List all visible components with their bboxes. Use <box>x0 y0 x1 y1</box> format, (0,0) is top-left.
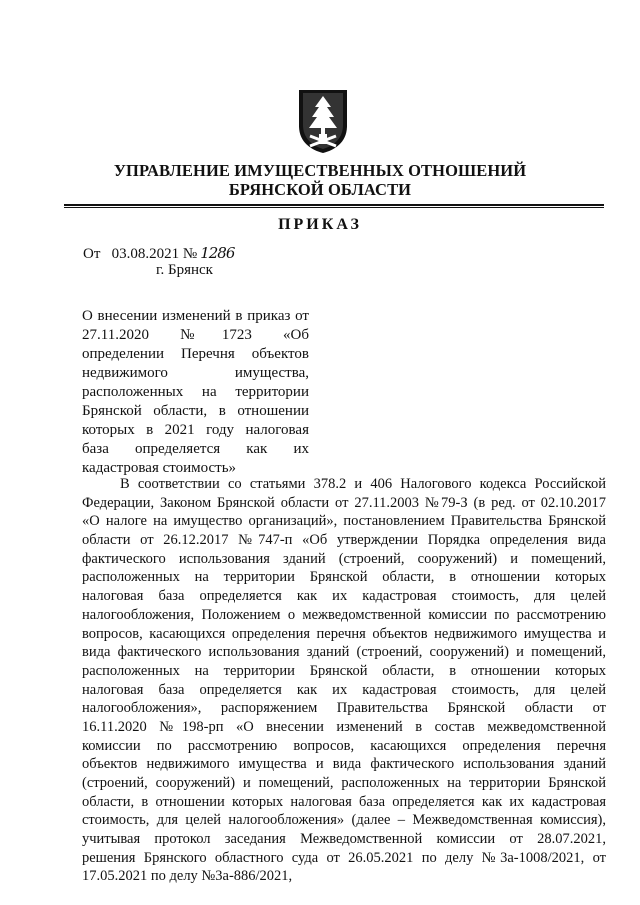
date-number-line <box>83 244 234 263</box>
body-line: учитывая протокол заседания Межведомственной комиссии от 28.07.2021, <box>82 831 606 848</box>
body-line: расположенных на территории Брянской области, в отношении которых <box>82 569 606 586</box>
document-date: 03.08.2021 <box>111 246 180 262</box>
body-line: расположенных на территории Брянской области, в отношении которых <box>82 662 606 679</box>
subject-line: недвижимого имущества, <box>82 365 309 381</box>
document-type-title: ПРИКАЗ <box>278 216 362 233</box>
subject-line: кадастровая стоимость» <box>82 460 237 476</box>
number-sign: № <box>182 246 198 262</box>
body-line: налоговая база определяется как их кадастровая стоимость, для целей <box>82 588 606 605</box>
header-rule-thick <box>64 204 604 206</box>
header-rule-thin <box>64 207 604 208</box>
subject-line: которых в 2021 году налоговая <box>82 422 309 438</box>
subject-line: О внесении изменений в приказ от <box>82 308 309 324</box>
organization-name-line1: УПРАВЛЕНИЕ ИМУЩЕСТВЕННЫХ ОТНОШЕНИЙ <box>113 161 527 180</box>
body-line: решения Брянского областного суда от 26.05.2021 по делу №3а-1008/2021, от <box>82 849 606 866</box>
body-text <box>82 475 606 886</box>
bryansk-coat-of-arms-icon <box>293 88 353 154</box>
document-number-handwritten: 1286 <box>200 244 235 262</box>
subject-line: расположенных на территории <box>82 384 309 400</box>
date-prefix: От <box>83 246 101 262</box>
body-line: налогообложения, Положением о межведомственной комиссии по рассмотрению <box>82 606 606 623</box>
subject-line: 27.11.2020 №1723 «Об <box>82 327 309 343</box>
body-line: (строений, сооружений) и помещений, расположенных на территории Брянской <box>82 775 606 791</box>
body-line: фактического использования зданий (строений, сооружений) и помещений, <box>82 550 606 567</box>
body-line: 16.11.2020 №198-рп «О внесении изменений в состав межведомственной <box>82 718 606 735</box>
body-line: налогообложения», распоряжением Правительства Брянской области от <box>82 700 606 717</box>
body-line: комиссии по рассмотрению вопросов, касающихся определения перечня <box>82 737 606 754</box>
body-line: Федерации, Законом Брянской области от 27.11.2003 №79-З (в ред. от 02.10.2017 <box>82 494 606 511</box>
subject-line: база определяется как их <box>82 441 309 457</box>
body-line: области от 26.12.2017 №747-п «Об утверждении Порядка определения вида <box>82 532 606 549</box>
organization-name-line2: БРЯНСКОЙ ОБЛАСТИ <box>228 180 412 199</box>
body-line: вида фактического использования зданий (строений, сооружений) и помещений, <box>82 644 606 661</box>
body-line: стоимость, для целей налогообложения» (далее – Межведомственная комиссия), <box>82 812 606 829</box>
subject-block <box>82 307 309 478</box>
city-line: г. Брянск <box>156 262 213 278</box>
body-line: В соответствии со статьями 378.2 и 406 Налогового кодекса Российской <box>120 476 606 492</box>
body-line: объектов недвижимого имущества и вида фактического использования зданий <box>82 756 606 773</box>
body-line: налоговая база определяется как их кадастровая стоимость, для целей <box>82 681 606 698</box>
body-line: области, в отношении которых налоговая база определяется как их кадастровая <box>82 793 606 810</box>
body-line: «О налоге на имущество организаций», постановлением Правительства Брянской <box>82 513 606 530</box>
subject-line: Брянской области, в отношении <box>82 403 309 419</box>
subject-line: определении Перечня объектов <box>82 346 309 362</box>
body-line: 17.05.2021 по делу №3а-886/2021, <box>82 868 293 885</box>
body-line: вопросов, касающихся определения перечня объектов недвижимого имущества и <box>82 625 606 642</box>
